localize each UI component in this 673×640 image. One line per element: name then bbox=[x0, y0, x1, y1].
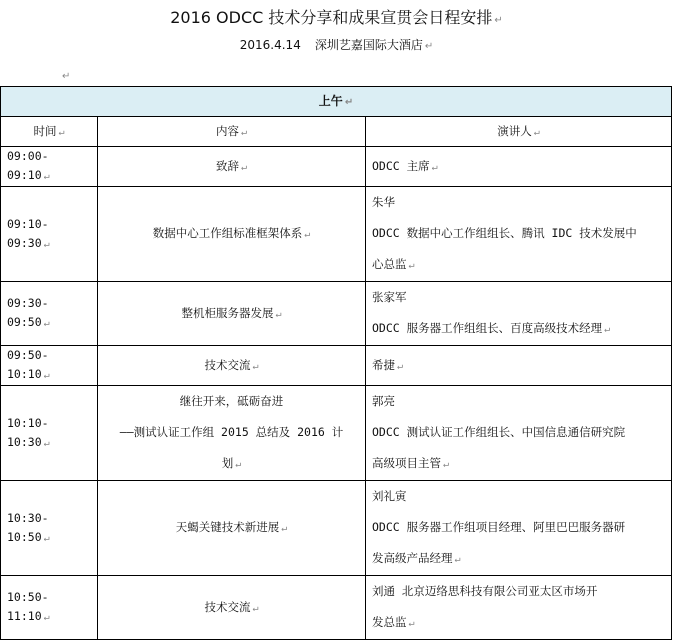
paragraph-mark: ↵ bbox=[43, 437, 50, 449]
speaker-cell bbox=[366, 282, 672, 346]
header-content: 内容 ↵ bbox=[98, 117, 366, 147]
content-line: 数据中心工作组标准框架体系 ↵ bbox=[152, 226, 311, 240]
time-cell: 09:30-09:50 ↵ bbox=[1, 282, 98, 346]
schedule-table bbox=[0, 86, 672, 640]
speaker-line: ODCC 服务器工作组项目经理、阿里巴巴服务器研 bbox=[372, 520, 626, 534]
time-cell: 09:00-09:10 ↵ bbox=[1, 147, 98, 187]
document-title: 2016 ODCC 技术分享和成果宣贯会日程安排 ↵ bbox=[170, 8, 503, 27]
speaker-line: ODCC 测试认证工作组组长、中国信息通信研究院 bbox=[372, 425, 626, 439]
paragraph-mark: ↵ bbox=[344, 96, 354, 108]
paragraph-mark: ↵ bbox=[43, 318, 50, 329]
header-row bbox=[1, 117, 672, 147]
speaker-line: 希捷 ↵ bbox=[372, 357, 404, 372]
speaker-line: 高级项目主管 ↵ bbox=[372, 456, 450, 470]
paragraph-mark: ↵ bbox=[240, 126, 248, 138]
section-cell: 上午 ↵ bbox=[1, 87, 672, 117]
table-row bbox=[1, 346, 672, 386]
paragraph-mark: ↵ bbox=[43, 612, 50, 623]
content-line: 致辞 ↵ bbox=[215, 158, 248, 173]
document-subtitle bbox=[0, 36, 673, 53]
paragraph-mark: ↵ bbox=[275, 308, 282, 320]
speaker-line: 张家军 bbox=[372, 290, 407, 304]
blank-paragraph bbox=[60, 64, 70, 83]
table-row bbox=[1, 481, 672, 576]
content-cell bbox=[98, 282, 366, 346]
content-line: 技术交流 ↵ bbox=[204, 599, 259, 614]
time-cell: 10:10-10:30 ↵ bbox=[1, 386, 98, 481]
event-date: 2016.4.14 bbox=[239, 38, 301, 52]
event-venue: 深圳艺嘉国际大酒店 bbox=[314, 38, 423, 52]
paragraph-mark: ↵ bbox=[533, 126, 540, 138]
speaker-line: 发总监 ↵ bbox=[372, 615, 415, 629]
speaker-line: 郭亮 bbox=[372, 394, 395, 408]
content-cell bbox=[98, 346, 366, 386]
paragraph-mark: ↵ bbox=[304, 229, 311, 240]
paragraph-mark: ↵ bbox=[58, 126, 65, 138]
paragraph-mark: ↵ bbox=[604, 324, 611, 335]
speaker-line: 刘通 北京迈络思科技有限公司亚太区市场开 bbox=[372, 584, 598, 598]
paragraph-mark: ↵ bbox=[397, 360, 404, 372]
header-time: 时间 ↵ bbox=[1, 117, 98, 147]
paragraph-mark: ↵ bbox=[43, 238, 50, 250]
paragraph-mark: ↵ bbox=[454, 554, 461, 565]
speaker-cell bbox=[366, 346, 672, 386]
paragraph-mark: ↵ bbox=[252, 360, 259, 372]
speaker-cell bbox=[366, 386, 672, 481]
speaker-line: 心总监 ↵ bbox=[372, 257, 415, 271]
paragraph-mark: ↵ bbox=[494, 15, 503, 26]
table-row bbox=[1, 576, 672, 640]
speaker-line: 朱华 bbox=[372, 195, 395, 209]
paragraph-mark: ↵ bbox=[408, 260, 415, 271]
paragraph-mark: ↵ bbox=[424, 41, 434, 52]
content-line: ——测试认证工作组 2015 总结及 2016 计 bbox=[119, 425, 344, 439]
speaker-line: 刘礼寅 bbox=[372, 489, 407, 503]
speaker-cell bbox=[366, 481, 672, 576]
table-row bbox=[1, 147, 672, 187]
time-cell: 09:10-09:30 ↵ bbox=[1, 187, 98, 282]
time-cell: 10:30-10:50 ↵ bbox=[1, 481, 98, 576]
paragraph-mark: ↵ bbox=[43, 370, 50, 381]
paragraph-mark: ↵ bbox=[281, 523, 288, 534]
content-line: 继往开来，砥砺奋进 bbox=[179, 394, 284, 408]
speaker-line: 发高级产品经理 ↵ bbox=[372, 551, 461, 565]
content-cell bbox=[98, 187, 366, 282]
speaker-line: ODCC 服务器工作组组长、百度高级技术经理 ↵ bbox=[372, 321, 611, 335]
paragraph-mark: ↵ bbox=[43, 532, 50, 544]
content-cell bbox=[98, 576, 366, 640]
content-line: 天蝎关键技术新进展 ↵ bbox=[175, 520, 288, 534]
table-row bbox=[1, 386, 672, 481]
content-line: 技术交流 ↵ bbox=[204, 357, 259, 372]
content-line: 整机柜服务器发展 ↵ bbox=[181, 305, 282, 320]
speaker-cell bbox=[366, 576, 672, 640]
content-cell bbox=[98, 386, 366, 481]
table-row bbox=[1, 282, 672, 346]
paragraph-mark: ↵ bbox=[235, 459, 242, 470]
speaker-cell bbox=[366, 187, 672, 282]
time-cell: 09:50-10:10 ↵ bbox=[1, 346, 98, 386]
content-cell bbox=[98, 481, 366, 576]
content-line: 划 ↵ bbox=[221, 456, 242, 470]
paragraph-mark: ↵ bbox=[62, 71, 71, 82]
speaker-line: ODCC 主席 ↵ bbox=[372, 158, 438, 173]
time-cell: 10:50-11:10 ↵ bbox=[1, 576, 98, 640]
section-row bbox=[1, 87, 672, 117]
paragraph-mark: ↵ bbox=[43, 171, 50, 182]
header-speaker: 演讲人 ↵ bbox=[366, 117, 672, 147]
content-cell bbox=[98, 147, 366, 187]
paragraph-mark: ↵ bbox=[443, 459, 450, 470]
paragraph-mark: ↵ bbox=[408, 618, 415, 629]
table-row bbox=[1, 187, 672, 282]
paragraph-mark: ↵ bbox=[240, 161, 248, 173]
paragraph-mark: ↵ bbox=[431, 161, 438, 173]
paragraph-mark: ↵ bbox=[252, 602, 259, 614]
speaker-cell bbox=[366, 147, 672, 187]
speaker-line: ODCC 数据中心工作组组长、腾讯 IDC 技术发展中 bbox=[372, 226, 637, 240]
